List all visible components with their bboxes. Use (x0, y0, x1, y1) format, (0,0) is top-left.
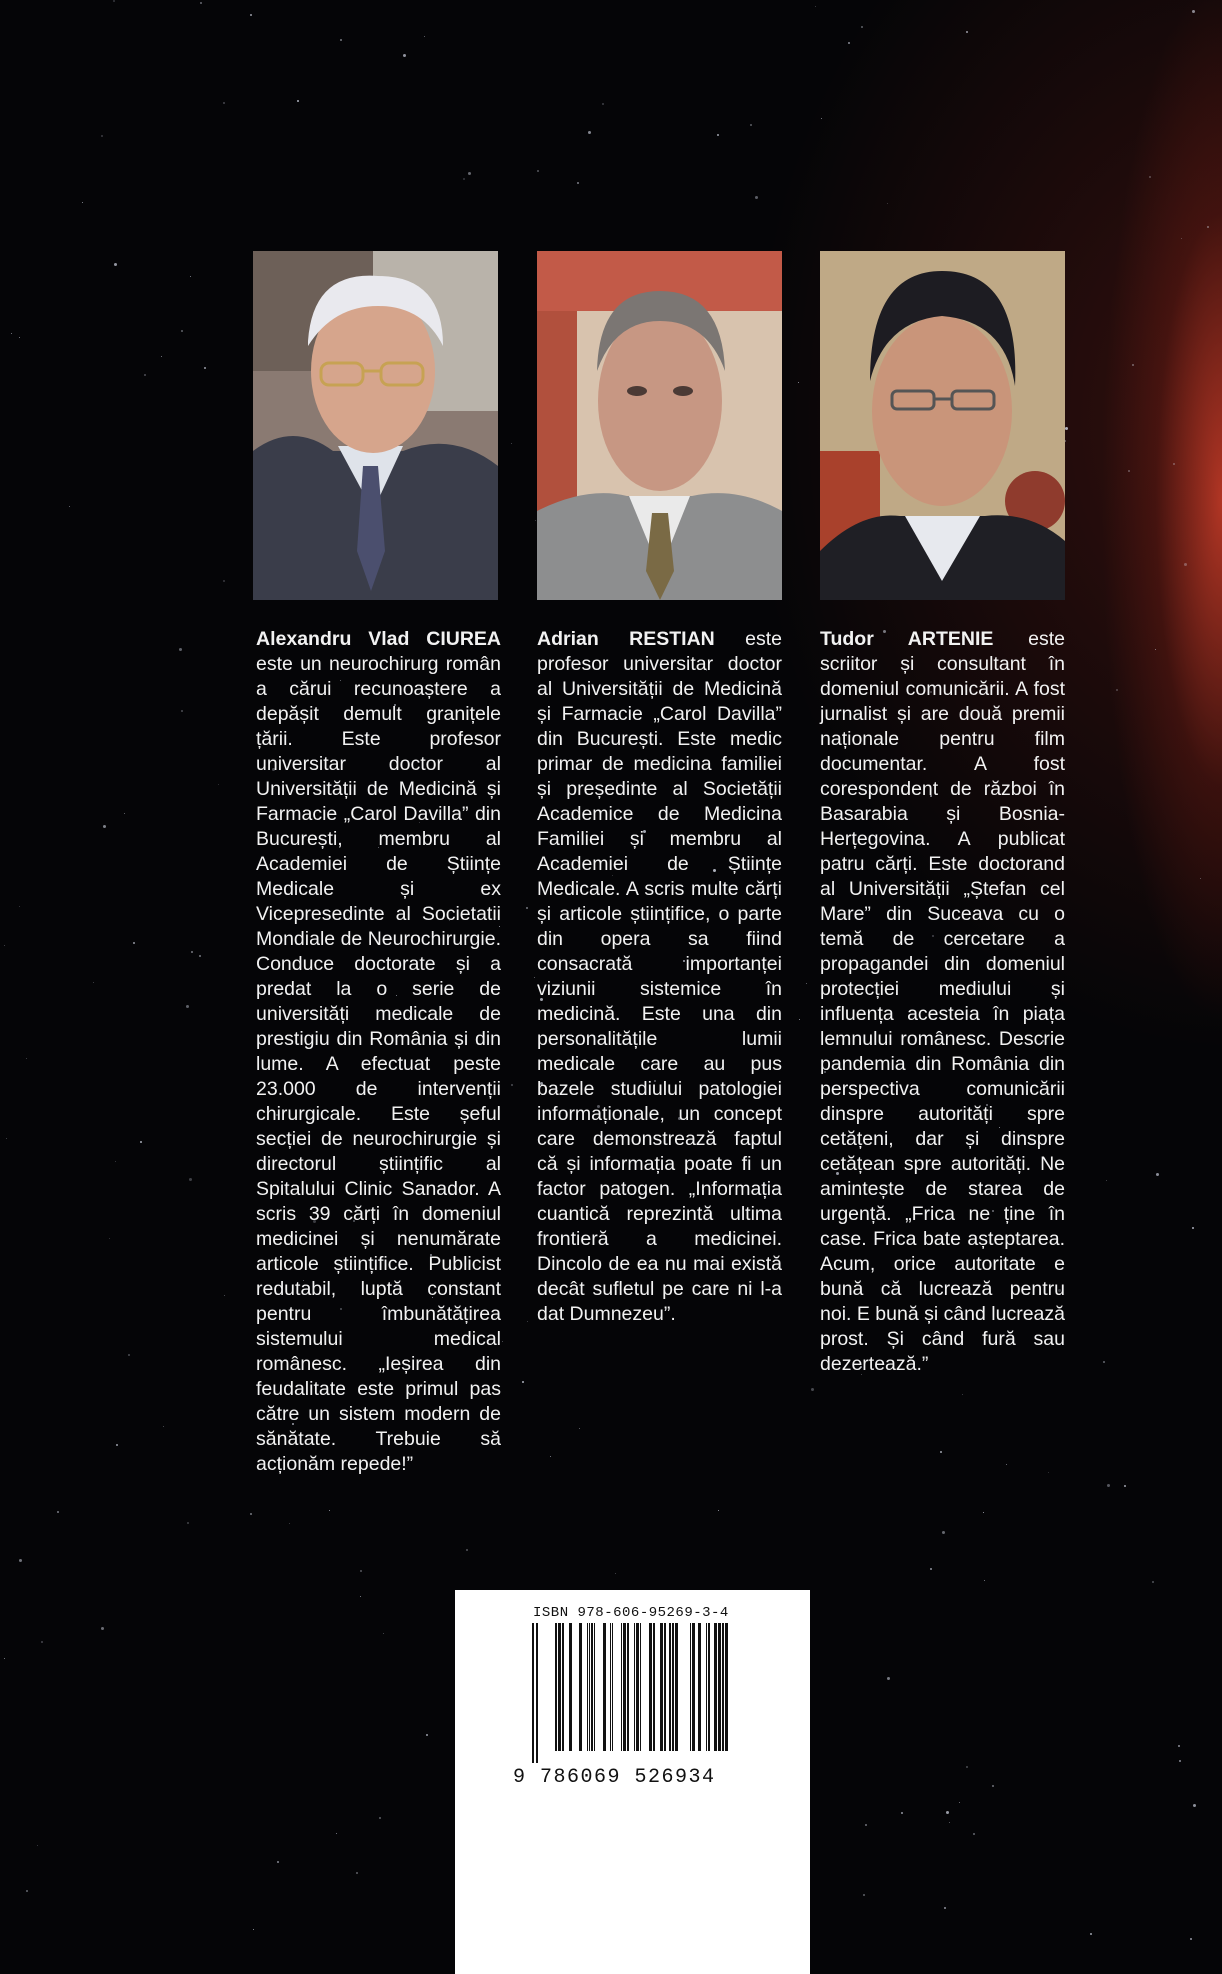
star (133, 942, 135, 944)
barcode-bar (621, 1623, 622, 1751)
star (6, 1138, 7, 1139)
star (511, 443, 512, 444)
star (535, 520, 536, 521)
star (887, 203, 888, 204)
author-bio-text: este profesor universitar doctor al Universității de Medicină și Farmacie „Carol Davilla” din București. Este medic primar de medicina familiei și președinte al Societății Academice de Medicina Familiei și membru al Academiei de Științe Medicale. A scris multe cărți și articole științifice, o parte din opera sa fiind consacrată importanței viziunii sistemice în medicină. Este una din personalitățile lumii medicale care au pus bazele studiului patologiei informaționale, un concept care demonstrează faptul că și informația poate fi un factor patogen. „Informația cuantică reprezintă ultima frontieră a medicinei. Dincolo de ea nu mai există decât sufletul pe care ni l-a dat Dumnezeu”. (537, 628, 783, 1325)
star (1179, 1760, 1181, 1762)
author-bio-ciurea (256, 627, 501, 1477)
barcode-bar (558, 1623, 561, 1751)
barcode-bars (532, 1623, 742, 1763)
star (116, 1444, 118, 1446)
barcode-bar (718, 1623, 721, 1751)
isbn-barcode-panel (455, 1590, 810, 1974)
isbn-label: ISBN 978-606-95269-3-4 (533, 1605, 729, 1621)
barcode-bar (555, 1623, 557, 1751)
barcode-bar (664, 1623, 666, 1751)
star (526, 907, 528, 909)
star (537, 170, 539, 172)
barcode-bar (708, 1623, 710, 1751)
star (755, 196, 758, 199)
star (144, 374, 146, 376)
star (190, 276, 191, 277)
star (403, 54, 406, 57)
barcode-bar (714, 1623, 717, 1751)
star (966, 1766, 968, 1768)
star (4, 945, 5, 946)
star (223, 580, 225, 582)
star (26, 1058, 27, 1059)
star (187, 1522, 189, 1524)
barcode-bar (692, 1623, 695, 1751)
barcode-bar (660, 1623, 663, 1751)
star (821, 118, 822, 119)
star (297, 100, 299, 102)
barcode-bar (587, 1623, 588, 1751)
star (19, 337, 20, 338)
star (186, 1005, 189, 1008)
star (140, 1141, 142, 1143)
star (1132, 364, 1134, 366)
author-photo-ciurea (253, 251, 498, 600)
barcode-bar (612, 1623, 613, 1751)
star (223, 102, 225, 104)
star (1149, 176, 1151, 178)
star (1156, 1173, 1159, 1176)
star (973, 1833, 975, 1835)
star (179, 648, 182, 651)
star (360, 1570, 362, 1572)
star (93, 982, 94, 983)
star (277, 1861, 279, 1863)
author-bio-text: este scriitor și consultant în domeniul comunicării. A fost jurnalist și are două premii naționale pentru film documentar. A fost corespondent de război în Basarabia și Bosnia-Herțegovina. A publicat patru cărți. Este doctorand al Universității „Ștefan cel Mare” din Suceava cu o temă de cercetare a propagandei din domeniul protecției mediului și influența acesteia în piața lemnului românesc. Descrie pandemia din România din perspectiva comunicării dinspre autorități spre cetățeni, dar și dinspre cetățean spre autorități. Ne amintește de starea de urgență. „Frica ne ține în case. Frica bate așteptarea. Acum, orice autoritate e bună că lucrează pentru noi. E bună și când lucrează prost. Și când fură sau dezertează.” (820, 628, 1065, 1375)
star (181, 710, 183, 712)
barcode-bar (562, 1623, 564, 1751)
star (1048, 1472, 1049, 1473)
barcode-bar (725, 1623, 728, 1751)
barcode-bar (532, 1623, 534, 1763)
barcode-bar (569, 1623, 572, 1751)
star (811, 1388, 814, 1391)
star (1200, 878, 1201, 879)
star (204, 367, 206, 369)
ean-digits: 9 786069 526934 (513, 1766, 716, 1789)
star (124, 813, 125, 814)
star (109, 1238, 110, 1239)
star (1116, 689, 1118, 691)
star (799, 1019, 800, 1020)
barcode-bar (690, 1623, 691, 1751)
star (511, 1084, 513, 1086)
barcode-bar (669, 1623, 671, 1751)
star (1124, 1485, 1126, 1487)
star (289, 1523, 290, 1524)
star (1190, 1938, 1192, 1940)
star (113, 0, 115, 2)
star (602, 103, 604, 105)
star (959, 1802, 960, 1803)
star (4, 1658, 5, 1659)
star (1207, 226, 1209, 228)
barcode-bar (634, 1623, 635, 1751)
star (1006, 1464, 1007, 1465)
star (329, 1510, 330, 1511)
star (114, 263, 117, 266)
star (426, 1734, 428, 1736)
star (946, 1811, 949, 1814)
star (1155, 649, 1156, 650)
barcode-bar (589, 1623, 590, 1751)
star (103, 825, 106, 828)
barcode-bar (636, 1623, 639, 1751)
star (992, 1785, 994, 1787)
star (527, 1321, 528, 1322)
barcode-bar (591, 1623, 593, 1751)
star (550, 1456, 551, 1457)
star (82, 202, 83, 203)
star (424, 36, 425, 37)
star (224, 1295, 225, 1296)
star (984, 1580, 985, 1581)
star (128, 1354, 130, 1356)
barcode-bar (579, 1623, 582, 1751)
star (942, 1531, 945, 1534)
star (1107, 1484, 1110, 1487)
star (189, 1178, 192, 1181)
barcode-bar (653, 1623, 655, 1751)
star (340, 39, 342, 41)
barcode-bar (722, 1623, 724, 1751)
star (949, 1822, 950, 1823)
star (863, 1894, 865, 1896)
barcode-bar (672, 1623, 674, 1751)
star (522, 1381, 524, 1383)
star (163, 1426, 164, 1427)
star (101, 135, 103, 137)
star (1192, 10, 1195, 13)
star (1173, 463, 1175, 465)
star (218, 784, 219, 785)
star (798, 382, 799, 383)
star (502, 1341, 503, 1342)
star (887, 1677, 890, 1680)
barcode-bar (627, 1623, 629, 1751)
star (983, 1512, 984, 1513)
star (41, 1641, 43, 1643)
star (250, 14, 252, 16)
barcode-bar (594, 1623, 595, 1751)
star (861, 26, 863, 28)
star (37, 1845, 38, 1846)
star (19, 1559, 22, 1562)
star (806, 983, 807, 984)
star (1181, 238, 1182, 239)
author-bio-artenie (820, 627, 1065, 1377)
star (940, 1451, 942, 1453)
barcode-bar (675, 1623, 678, 1751)
author-name: Tudor ARTENIE (820, 628, 994, 650)
star (588, 131, 591, 134)
author-bio-restian (537, 627, 782, 1327)
star (11, 333, 12, 334)
star (463, 178, 465, 180)
star (250, 1513, 252, 1515)
star (1103, 1361, 1105, 1363)
star (615, 1573, 616, 1574)
author-photo-artenie (820, 251, 1065, 600)
star (944, 1907, 946, 1909)
star (26, 1890, 28, 1892)
star (199, 955, 201, 957)
star (115, 1161, 116, 1162)
author-name: Adrian RESTIAN (537, 628, 715, 650)
star (966, 31, 968, 33)
barcode-bar (706, 1623, 707, 1751)
author-bio-text: este un neurochirurg român a cărui recunoaștere a depășit demult granițele țării. Este profesor universitar doctor al Universității de Medicină și Farmacie „Carol Davilla” din București, membru al Academiei de Științe Medicale și ex Vicepresedinte al Societatii Mondiale de Neurochirurgie. Conduce doctorate și a predat la o serie de universități medicale de prestigiu din România și din lume. A efectuat peste 23.000 de intervenții chirurgicale. Este șeful secției de neurochirurgie și directorul științific al Spitalului Clinic Sanador. A scris 39 cărți în domeniul medicinei și nenumărate articole științifice. Publicist redutabil, luptă constant pentru îmbunătățirea sistemului medical românesc. „Ieșirea din feudalitate este primul pas către un sistem modern de sănătate. Trebuie să acționăm repede!” (256, 653, 501, 1475)
star (930, 1568, 932, 1570)
star (1184, 563, 1187, 566)
star (253, 1929, 254, 1930)
barcode-bar (536, 1623, 538, 1763)
star (57, 1511, 59, 1513)
star (718, 1510, 719, 1511)
barcode-bar (649, 1623, 652, 1751)
star (750, 124, 752, 126)
star (101, 1627, 104, 1630)
star (534, 977, 535, 978)
star (19, 906, 20, 907)
star (379, 1817, 381, 1819)
star (815, 6, 816, 7)
star (717, 134, 719, 136)
barcode-bar (603, 1623, 606, 1751)
author-photo-restian (537, 251, 782, 600)
barcode-bar (698, 1623, 701, 1751)
star (466, 1549, 468, 1551)
star (577, 182, 579, 184)
star (1178, 1745, 1180, 1747)
star (200, 2, 202, 4)
star (336, 1833, 337, 1834)
author-name: Alexandru Vlad CIUREA (256, 628, 501, 650)
star (1193, 1804, 1196, 1807)
star (848, 42, 850, 44)
star (356, 1872, 358, 1874)
star (962, 1394, 963, 1395)
star (69, 506, 70, 507)
star (191, 951, 193, 953)
star (1128, 470, 1130, 472)
barcode-bar (623, 1623, 626, 1751)
star (1106, 1180, 1107, 1181)
star (865, 1824, 867, 1826)
star (579, 1428, 580, 1429)
barcode-bar (610, 1623, 611, 1751)
star (1152, 1581, 1154, 1583)
star (181, 330, 183, 332)
star (383, 1633, 384, 1634)
star (468, 172, 471, 175)
star (1090, 1933, 1092, 1935)
star (1192, 1227, 1194, 1229)
star (161, 356, 162, 357)
barcode-bar (640, 1623, 641, 1751)
star (901, 1812, 903, 1814)
star (360, 1596, 361, 1597)
